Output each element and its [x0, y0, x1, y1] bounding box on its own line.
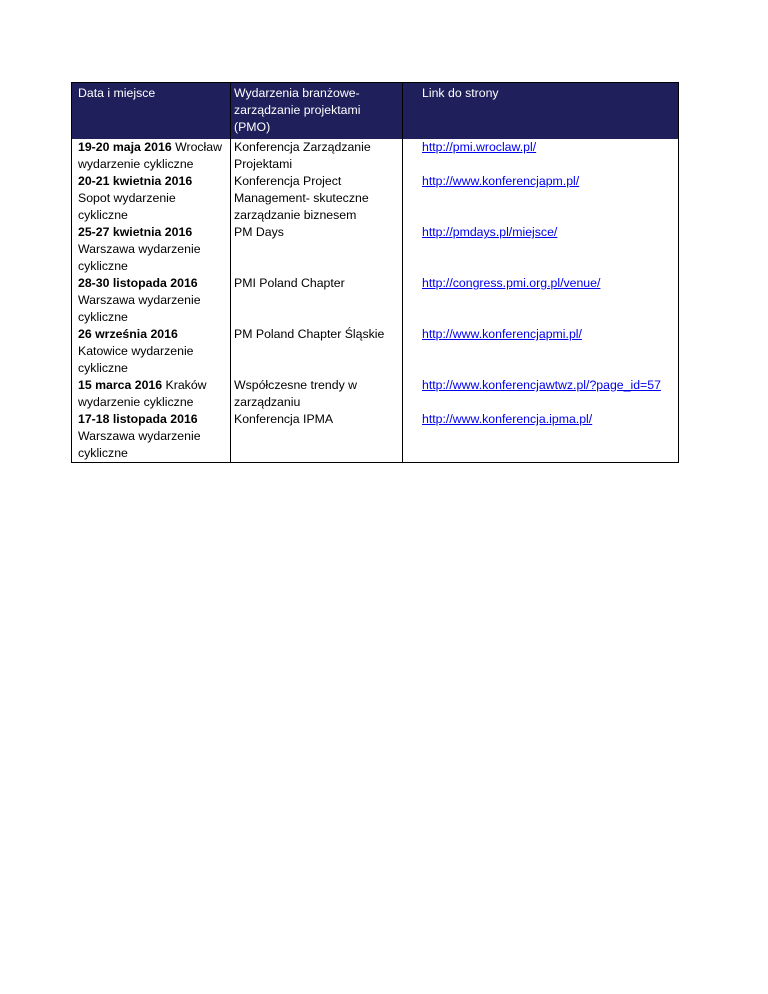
date-place-cell	[72, 173, 231, 224]
event-link[interactable]: http://www.konferencjapmi.pl/	[422, 327, 582, 341]
event-date: 15 marca 2016	[78, 378, 163, 392]
event-link[interactable]: http://www.konferencjawtwz.pl/?page_id=57	[422, 378, 661, 392]
event-place: Sopot wydarzenie cykliczne	[78, 191, 176, 222]
event-name: PMI Poland Chapter	[231, 275, 403, 326]
event-link[interactable]: http://congress.pmi.org.pl/venue/	[422, 276, 601, 290]
header-row	[72, 83, 679, 140]
event-name: PM Days	[231, 224, 403, 275]
header-date-place: Data i miejsce	[72, 83, 231, 140]
table-row	[72, 224, 679, 275]
link-cell	[403, 275, 679, 326]
event-place: Warszawa wydarzenie cykliczne	[78, 293, 201, 324]
date-place-cell	[72, 224, 231, 275]
table-row	[72, 173, 679, 224]
event-date: 26 września 2016	[78, 327, 178, 341]
date-place-cell	[72, 139, 231, 173]
event-date: 17-18 listopada 2016	[78, 412, 198, 426]
table-row	[72, 275, 679, 326]
event-place: Warszawa wydarzenie cykliczne	[78, 242, 201, 273]
event-date: 28-30 listopada 2016	[78, 276, 198, 290]
event-place: Warszawa wydarzenie cykliczne	[78, 429, 201, 460]
event-place: Kraków wydarzenie cykliczne	[78, 378, 207, 409]
event-name: Współczesne trendy w zarządzaniu	[231, 377, 403, 411]
event-name: PM Poland Chapter Śląskie	[231, 326, 403, 377]
event-date: 19-20 maja 2016	[78, 140, 172, 154]
date-place-cell	[72, 377, 231, 411]
table-row	[72, 377, 679, 411]
event-name: Konferencja IPMA	[231, 411, 403, 463]
date-place-cell	[72, 411, 231, 463]
event-date: 20-21 kwietnia 2016	[78, 174, 193, 188]
link-cell	[403, 411, 679, 463]
date-place-cell	[72, 275, 231, 326]
link-cell	[403, 224, 679, 275]
event-link[interactable]: http://www.konferencjapm.pl/	[422, 174, 580, 188]
table-row	[72, 139, 679, 173]
event-link[interactable]: http://pmi.wroclaw.pl/	[422, 140, 537, 154]
event-name: Konferencja Zarządzanie Projektami	[231, 139, 403, 173]
table-row	[72, 411, 679, 463]
event-name: Konferencja Project Management- skuteczne zarządzanie biznesem	[231, 173, 403, 224]
event-link[interactable]: http://pmdays.pl/miejsce/	[422, 225, 558, 239]
events-table	[71, 82, 679, 463]
event-date: 25-27 kwietnia 2016	[78, 225, 193, 239]
link-cell	[403, 139, 679, 173]
link-cell	[403, 173, 679, 224]
link-cell	[403, 326, 679, 377]
event-place: Wrocław wydarzenie cykliczne	[78, 140, 223, 171]
date-place-cell	[72, 326, 231, 377]
link-cell	[403, 377, 679, 411]
event-place: Katowice wydarzenie cykliczne	[78, 344, 194, 375]
table-row	[72, 326, 679, 377]
header-link: Link do strony	[403, 83, 679, 140]
header-events: Wydarzenia branżowe- zarządzanie projektami (PMO)	[231, 83, 403, 140]
event-link[interactable]: http://www.konferencja.ipma.pl/	[422, 412, 593, 426]
